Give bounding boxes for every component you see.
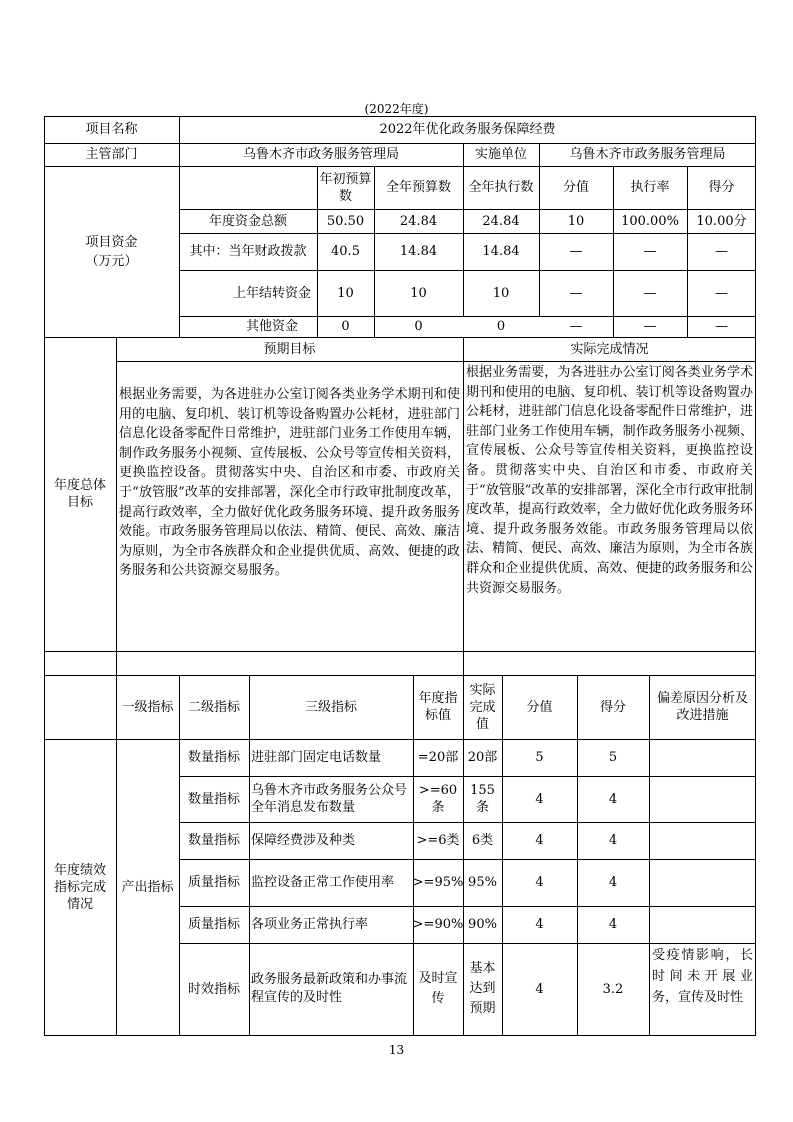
score-value: 4: [535, 875, 544, 890]
funds-header: 全年预算数: [385, 180, 451, 195]
deviation-note: [649, 906, 756, 943]
deviation-note: [649, 776, 756, 822]
target-value: >=95%: [413, 875, 463, 890]
funds-cell: 50.50: [326, 213, 365, 229]
expected-goal-header: 预期目标: [263, 341, 316, 357]
level3-indicator: 监控设备正常工作使用率: [251, 875, 395, 890]
impl-label: 实施单位: [474, 147, 527, 162]
actual-value: 20部: [467, 750, 498, 765]
actual-completion-header: 实际完成情况: [570, 341, 649, 357]
actual-value: 90%: [468, 917, 497, 932]
funds-cell: 24.84: [399, 213, 438, 229]
funds-cell: 14.84: [399, 244, 438, 259]
funds-header: 执行率: [630, 180, 670, 195]
funds-cell: 24.84: [482, 213, 520, 229]
funds-cell: —: [715, 319, 728, 334]
funds-header: 全年执行数: [468, 180, 534, 195]
deviation-note: [649, 739, 756, 776]
indicator-header: 分值: [526, 699, 553, 715]
indicator-header: 二级指标: [187, 699, 240, 715]
level1-indicator: 产出指标: [121, 879, 174, 895]
funds-cell: 0: [414, 319, 423, 334]
actual-value: 95%: [468, 875, 497, 890]
funds-cell: 40.5: [331, 244, 360, 259]
funds-cell: —: [569, 285, 583, 301]
level2-indicator: 时效指标: [187, 981, 240, 997]
deviation-note: [649, 822, 756, 859]
level3-indicator: 政务服务最新政策和办事流程宣传的及时性: [251, 972, 408, 1005]
funds-cell: 10: [337, 285, 354, 301]
target-value: >=6类: [416, 833, 460, 848]
year-caption: (2022年度): [364, 102, 429, 116]
level2-indicator: 数量指标: [187, 750, 240, 765]
funds-cell: 0: [341, 319, 350, 334]
funds-cell: —: [643, 244, 657, 259]
actual-completion-text: 根据业务需要，为各进驻办公室订阅各类业务学术期刊和使用的电脑、复印机、装订机等设备购置办公耗材，进驻部门信息化设备零配件日常维护，进驻部门业务工作使用车辆，制作政务服务小视频、宣传展板、公众号等宣传相关资料，更换监控设备。贯彻落实中央、自治区和市委、市政府关于“放管服”改革的安排部署，深化全市行政审批制度改革，提高行政效率，全力做好优化政务服务环境、提升政务服务效能。市政务服务管理局以依法、精简、便民、高效、廉洁为原则，为全市各族群众和企业提供优质、高效、便捷的政务服务和公共资源交易服务。: [466, 365, 753, 596]
target-value: >=90%: [413, 917, 463, 932]
funds-header: 年初预算数: [319, 171, 372, 204]
funds-cell: 10: [410, 285, 427, 301]
funds-cell: —: [569, 244, 583, 259]
funds-row-label: 年度资金总额: [208, 213, 287, 229]
indicator-header: 一级指标: [121, 699, 174, 715]
project-name-label: 项目名称: [85, 122, 138, 137]
target-value: =20部: [417, 750, 459, 765]
got-score: 4: [608, 875, 618, 890]
level3-indicator: 进驻部门固定电话数量: [251, 750, 382, 765]
funds-label: 项目资金 （万元）: [85, 234, 138, 269]
got-score: 4: [608, 791, 618, 807]
target-value: >=60条: [418, 783, 458, 815]
score-value: 4: [535, 833, 544, 848]
actual-value: 155条: [470, 783, 495, 815]
project-name: 2022年优化政务服务保障经费: [379, 122, 556, 137]
funds-cell: 10: [492, 285, 510, 301]
level2-indicator: 质量指标: [187, 875, 240, 890]
page-number: 13: [388, 1043, 405, 1057]
funds-header: 得分: [708, 180, 735, 195]
indicators-section-label: 年度绩效指标完成情况: [53, 862, 106, 912]
level3-indicator: 保障经费涉及种类: [251, 833, 356, 848]
score-value: 4: [535, 791, 544, 807]
funds-cell: —: [643, 285, 657, 301]
funds-cell: —: [643, 319, 657, 334]
level3-indicator: 各项业务正常执行率: [251, 917, 369, 932]
level2-indicator: 数量指标: [187, 833, 240, 848]
score-value: 5: [535, 750, 544, 765]
funds-cell: 14.84: [482, 244, 520, 259]
got-score: 5: [608, 750, 618, 765]
funds-cell: —: [569, 319, 583, 334]
target-value: 及时宣传: [418, 971, 458, 1006]
funds-row-label: 上年结转资金: [232, 285, 311, 301]
funds-cell: —: [715, 244, 728, 259]
deviation-note: 受疫情影响，长时间未开展业务，宣传及时性: [652, 948, 753, 1005]
indicator-header: 偏差原因分析及改进措施: [656, 691, 748, 723]
funds-cell: 100.00%: [621, 213, 679, 229]
score-value: 4: [535, 917, 544, 932]
funds-cell: 0: [496, 319, 506, 334]
actual-value: 基本达到预期: [469, 961, 496, 1016]
funds-cell: 10.00分: [696, 213, 747, 229]
indicator-header: 实际完成值: [469, 682, 496, 732]
indicator-header: 得分: [599, 699, 626, 715]
dept-value: 乌鲁木齐市政务服务管理局: [242, 147, 399, 162]
got-score: 4: [608, 833, 618, 848]
dept-label: 主管部门: [85, 147, 138, 162]
goals-label: 年度总体目标: [53, 478, 106, 510]
score-value: 4: [535, 981, 544, 997]
actual-value: 6类: [471, 833, 494, 848]
level2-indicator: 数量指标: [187, 791, 240, 807]
level3-indicator: 乌鲁木齐市政务服务公众号全年消息发布数量: [251, 783, 408, 815]
indicator-header: 年度指标值: [418, 691, 458, 723]
funds-cell: —: [715, 285, 728, 301]
got-score: 3.2: [602, 981, 624, 997]
funds-header: 分值: [562, 180, 589, 195]
expected-goal-text: 根据业务需要，为各进驻办公室订阅各类业务学术期刊和使用的电脑、复印机、装订机等设备购置办公耗材，进驻部门信息化设备零配件日常维护，进驻部门业务工作使用车辆，制作政务服务小视频、宣传展板、公众号等宣传相关资料，更换监控设备。贯彻落实中央、自治区和市委、市政府关于“放管服”改革的安排部署，深化全市行政审批制度改革，提高行政效率，全力做好优化政务服务环境、提升政务服务效能。市政务服务管理局以依法、精简、便民、高效、廉洁为原则，为全市各族群众和企业提供优质、高效、便捷的政务服务和公共资源交易服务。: [119, 387, 460, 579]
level2-indicator: 质量指标: [187, 917, 240, 932]
funds-row-label: 其中：当年财政拨款: [189, 244, 307, 259]
got-score: 4: [608, 917, 618, 932]
indicator-header: 三级指标: [304, 699, 357, 715]
performance-table: [44, 116, 756, 1036]
impl-value: 乌鲁木齐市政务服务管理局: [569, 147, 726, 162]
deviation-note: [649, 859, 756, 906]
funds-row-label: 其他资金: [245, 319, 298, 334]
funds-cell: 10: [567, 213, 585, 229]
